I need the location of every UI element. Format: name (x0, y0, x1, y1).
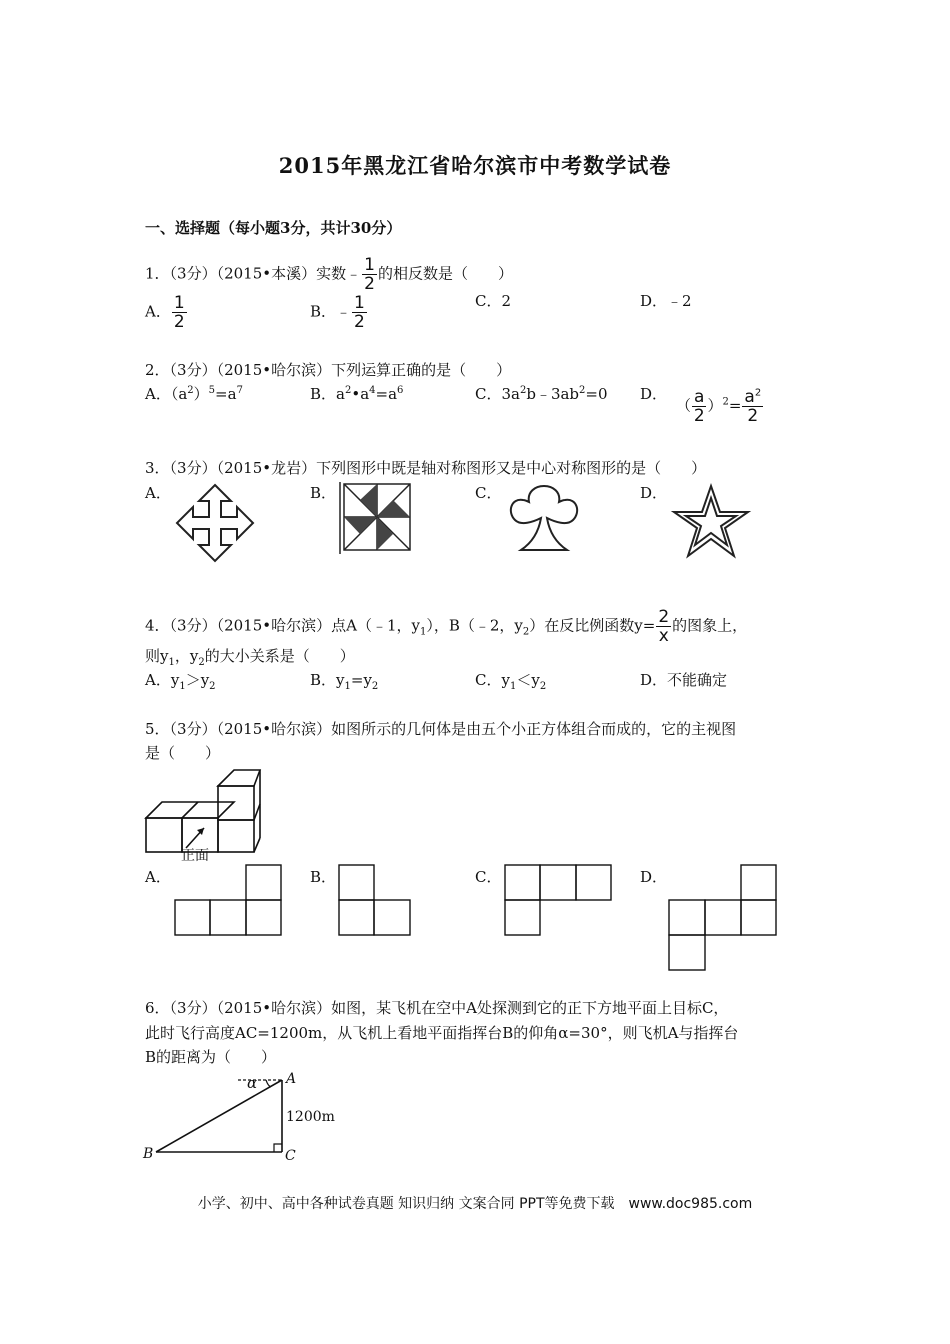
q4-option-b[interactable]: B．$y_1=y_2$ (310, 671, 379, 692)
q4-option-c[interactable]: C．$y_1<y_2$ (475, 671, 547, 692)
question-3-stem: 3．（3分）（2015•龙岩）下列图形中既是轴对称图形又是中心对称图形的是（ ） (145, 459, 707, 477)
page-title: 2015年黑龙江省哈尔滨市中考数学试卷 (278, 153, 672, 178)
question-5-line2: 是（ ） (145, 744, 221, 762)
view-a-figure (174, 864, 284, 936)
four-way-arrow-figure (175, 483, 255, 563)
pinwheel-figure (338, 482, 414, 554)
q3-option-d[interactable]: D． (640, 484, 668, 502)
fraction-half: $\frac{1}{2}$ (364, 255, 375, 294)
q2-option-d-expr: （ $\frac{a}{2}$ ）$^2$= $\frac{a^2}{2}$ (676, 387, 762, 426)
q5-option-b[interactable]: B． (310, 868, 337, 886)
q3-option-c[interactable]: C． (475, 484, 502, 502)
question-4-line2: 则$y_1$，$y_2$的大小关系是（ ） (145, 647, 355, 668)
q5-option-d[interactable]: D． (640, 868, 668, 886)
double-star-figure (672, 484, 750, 558)
vertex-c-label: C (285, 1148, 296, 1164)
alpha-label: α (247, 1074, 258, 1092)
page-footer: 小学、初中、高中各种试卷真题 知识归纳 文案合同 PPT等免费下载 www.doc985.com (197, 1196, 753, 1212)
q2-option-c[interactable]: C．$3a^2b﹣3ab^2=0$ (475, 385, 608, 403)
front-label: 正面 (181, 848, 209, 864)
q1-option-a[interactable]: A． $\frac{1}{2}$ (145, 293, 185, 332)
view-b-figure (338, 864, 414, 936)
q1-option-c[interactable]: C．2 (475, 292, 512, 310)
height-label: 1200m (286, 1109, 335, 1125)
q5-option-c[interactable]: C． (475, 868, 502, 886)
question-6-line1: 6．（3分）（2015•哈尔滨）如图，某飞机在空中A处探测到它的正下方地平面上目标C， (145, 999, 729, 1017)
q5-option-a[interactable]: A． (145, 868, 171, 886)
q1-option-b[interactable]: B．﹣ $\frac{1}{2}$ (310, 293, 365, 332)
section-heading: 一、选择题（每小题3分，共计30分） (145, 219, 402, 237)
q1-option-d[interactable]: D．﹣2 (640, 292, 692, 310)
question-5-line1: 5．（3分）（2015•哈尔滨）如图所示的几何体是由五个小正方体组合而成的，它的主视图 (145, 720, 737, 738)
q2-option-d-label[interactable]: D． (640, 385, 668, 403)
vertex-b-label: B (143, 1146, 154, 1162)
club-figure (505, 484, 583, 558)
q2-option-a[interactable]: A．$(a^2)^5=a^7$ (145, 385, 243, 403)
question-6-line2: 此时飞行高度AC=1200m，从飞机上看地平面指挥台B的仰角α=30°，则飞机A与指挥台 (145, 1024, 739, 1042)
view-c-figure (504, 864, 614, 936)
vertex-a-label: A (286, 1071, 297, 1087)
question-6-line3: B的距离为（ ） (145, 1048, 277, 1066)
question-2-stem: 2．（3分）（2015•哈尔滨）下列运算正确的是（ ） (145, 361, 512, 379)
question-1-stem: 1．（3分）（2015•本溪）实数﹣ $\frac{1}{2}$ 的相反数是（ ） (145, 255, 513, 294)
q2-option-b[interactable]: B．$a^2•a^4=a^6$ (310, 385, 404, 403)
question-4-stem: 4．（3分）（2015•哈尔滨）点A（﹣1，$y_1$），B（﹣2，$y_2$）在反比例函数y= $\frac{2}{x}$ 的图象上， (145, 607, 748, 646)
q4-option-a[interactable]: A．$y_1>y_2$ (145, 671, 216, 692)
q3-option-b[interactable]: B． (310, 484, 337, 502)
view-d-figure (668, 864, 780, 972)
q4-option-d[interactable]: D．不能确定 (640, 671, 728, 689)
q3-option-a[interactable]: A． (145, 484, 171, 502)
